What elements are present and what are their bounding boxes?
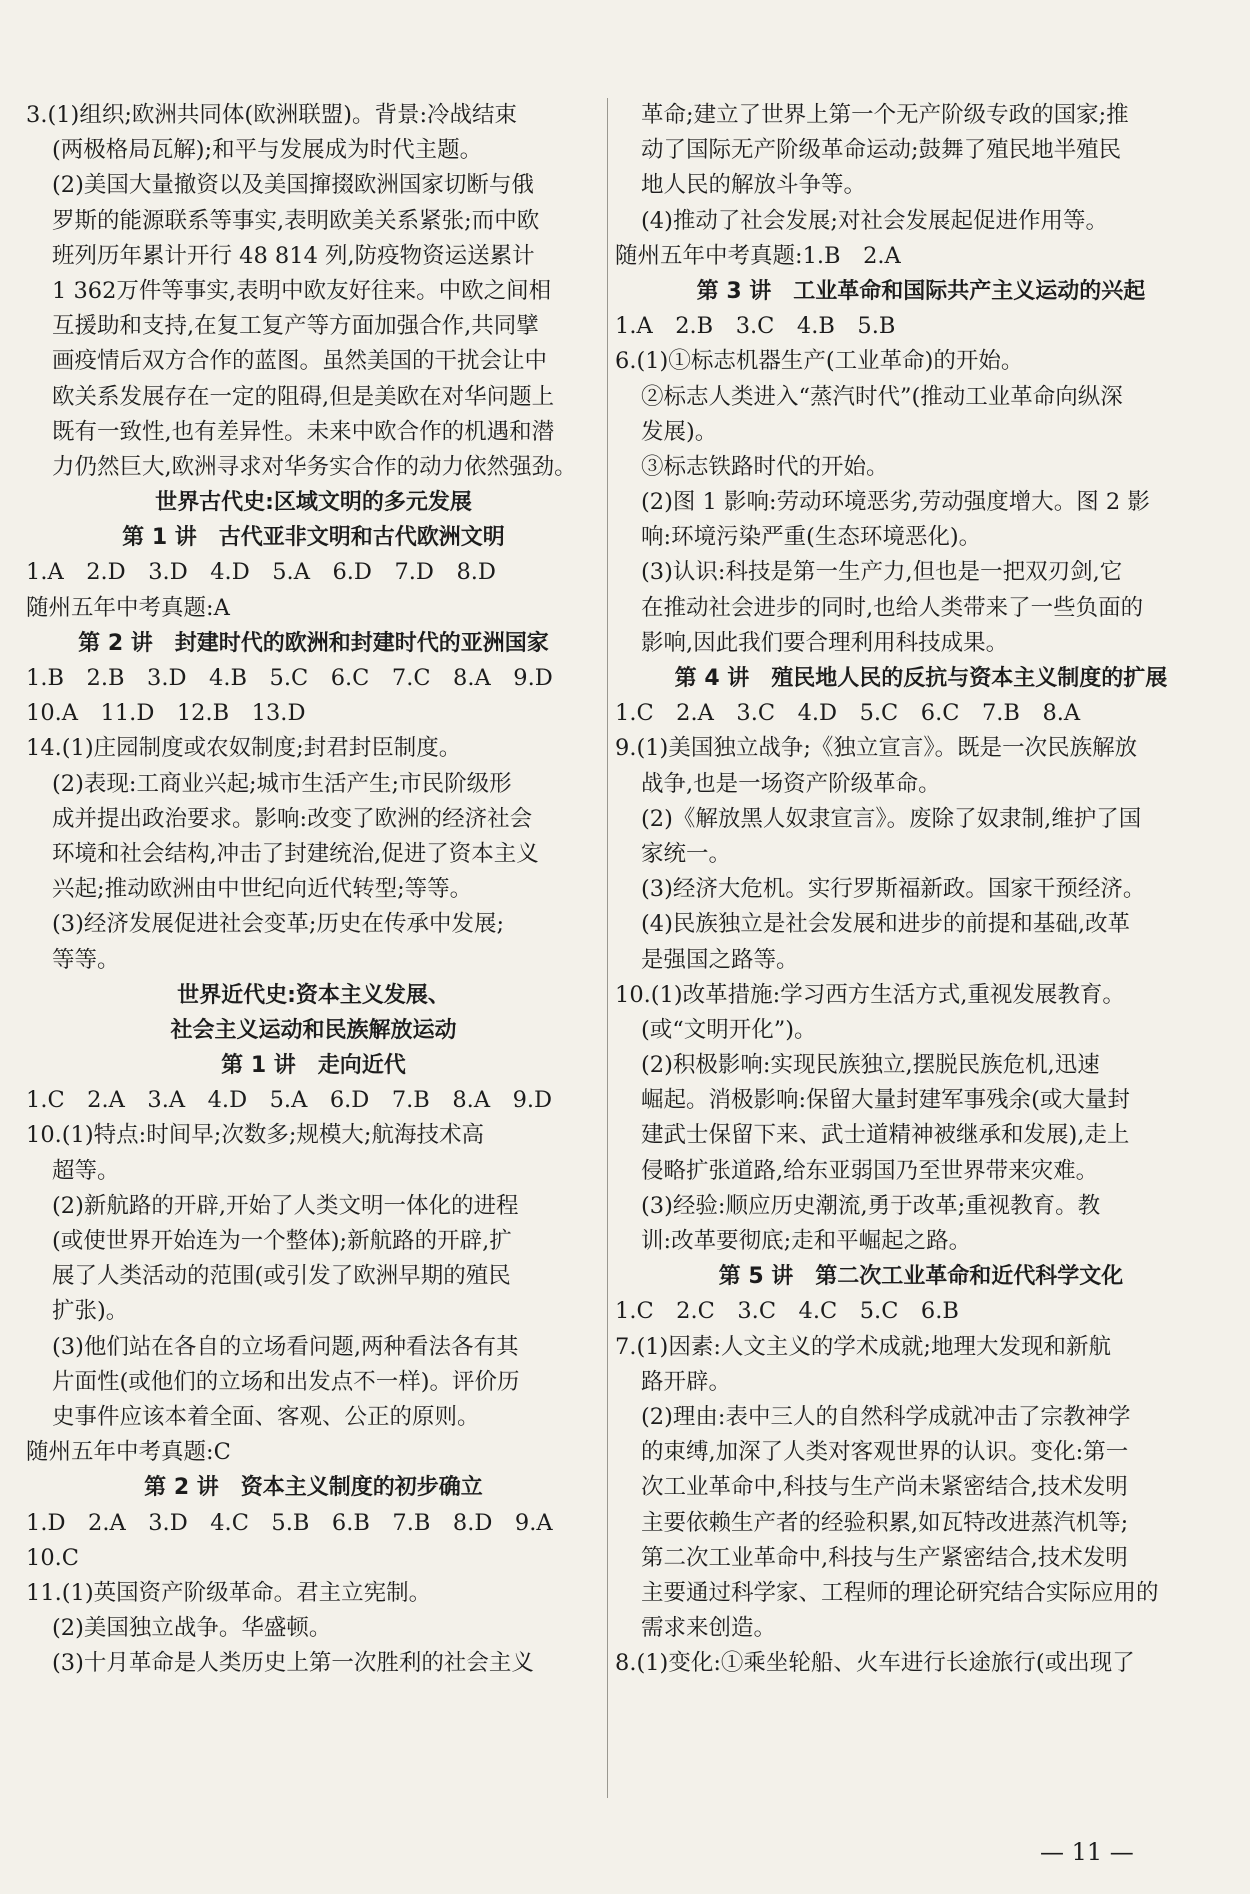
text-line: 10.(1)特点:时间早;次数多;规模大;航海技术高 — [26, 1122, 484, 1149]
text-line: (2)积极影响:实现民族独立,摆脱民族危机,迅速 — [641, 1052, 1100, 1079]
text-line: 发展)。 — [641, 418, 718, 445]
text-line: 战争,也是一场资产阶级革命。 — [641, 770, 941, 797]
text-line: 3.(1)组织;欧洲共同体(欧洲联盟)。背景:冷战结束 — [26, 102, 518, 128]
page-number: — 11 — — [1040, 1838, 1134, 1866]
text-line: 主要通过科学家、工程师的理论研究结合实际应用的 — [641, 1579, 1159, 1606]
text-line: (3)经济发展促进社会变革;历史在传承中发展; — [52, 911, 505, 938]
text-line: (两极格局瓦解);和平与发展成为时代主题。 — [52, 137, 483, 164]
text-line: 1 362万件等事实,表明中欧友好往来。中欧之间相 — [52, 277, 552, 304]
text-line: 11.(1)英国资产阶级革命。君主立宪制。 — [26, 1579, 432, 1606]
text-line: 响:环境污染严重(生态环境恶化)。 — [641, 524, 982, 551]
text-line: (2)新航路的开辟,开始了人类文明一体化的进程 — [52, 1192, 519, 1219]
answer-line: 1.C 2.A 3.A 4.D 5.A 6.D 7.B 8.A 9.D — [26, 1087, 553, 1114]
lesson-heading: 第 1 讲 走向近代 — [221, 1053, 406, 1079]
lesson-heading: 第 5 讲 第二次工业革命和近代科学文化 — [718, 1264, 1124, 1290]
text-line: 随州五年中考真题:A — [26, 594, 230, 621]
text-line: 是强国之路等。 — [641, 946, 799, 973]
text-line: 片面性(或他们的立场和出发点不一样)。评价历 — [52, 1368, 520, 1395]
text-line: 史事件应该本着全面、客观、公正的原则。 — [52, 1403, 480, 1430]
answer-line: 10.A 11.D 12.B 13.D — [26, 700, 306, 727]
text-line: (2)美国独立战争。华盛顿。 — [52, 1615, 332, 1642]
text-line: 兴起;推动欧洲由中世纪向近代转型;等等。 — [52, 876, 473, 903]
section-heading: 世界近代史:资本主义发展、 — [177, 982, 450, 1008]
text-line: 崛起。消极影响:保留大量封建军事残余(或大量封 — [641, 1087, 1130, 1114]
text-line: 超等。 — [52, 1157, 120, 1184]
text-line: (4)民族独立是社会发展和进步的前提和基础,改革 — [641, 911, 1131, 938]
lesson-heading: 第 2 讲 封建时代的欧洲和封建时代的亚洲国家 — [78, 630, 549, 656]
text-line: (3)经验:顺应历史潮流,勇于改革;重视教育。教 — [641, 1192, 1101, 1219]
answer-line: 1.D 2.A 3.D 4.C 5.B 6.B 7.B 8.D 9.A — [26, 1509, 553, 1536]
text-line: 10.(1)改革措施:学习西方生活方式,重视发展教育。 — [615, 981, 1125, 1008]
text-line: 在推动社会进步的同时,也给人类带来了一些负面的 — [641, 594, 1144, 621]
text-line: 家统一。 — [641, 840, 732, 867]
text-line: 第二次工业革命中,科技与生产紧密结合,技术发明 — [641, 1544, 1128, 1571]
text-line: 侵略扩张道路,给东亚弱国乃至世界带来灾难。 — [641, 1157, 1099, 1184]
text-line: ②标志人类进入“蒸汽时代”(推动工业革命向纵深 — [641, 383, 1123, 410]
text-line: 力仍然巨大,欧洲寻求对华务实合作的动力依然强劲。 — [52, 453, 577, 480]
lesson-heading: 第 1 讲 古代亚非文明和古代欧洲文明 — [122, 525, 505, 551]
text-line: 的束缚,加深了人类对客观世界的认识。变化:第一 — [641, 1439, 1129, 1466]
text-line: 6.(1)①标志机器生产(工业革命)的开始。 — [615, 348, 1024, 375]
text-line: 等等。 — [52, 946, 120, 973]
text-line: 动了国际无产阶级革命运动;鼓舞了殖民地半殖民 — [641, 137, 1122, 164]
section-heading: 世界古代史:区域文明的多元发展 — [155, 490, 472, 516]
text-line: 随州五年中考真题:C — [26, 1439, 231, 1466]
text-line: 欧关系发展存在一定的阻碍,但是美欧在对华问题上 — [52, 383, 555, 410]
text-line: 成并提出政治要求。影响:改变了欧洲的经济社会 — [52, 805, 533, 832]
text-line: 7.(1)因素:人文主义的学术成就;地理大发现和新航 — [615, 1333, 1112, 1360]
text-line: (2)《解放黑人奴隶宣言》。废除了奴隶制,维护了国 — [641, 805, 1142, 832]
left-column — [26, 98, 601, 1681]
text-line: ③标志铁路时代的开始。 — [641, 453, 889, 480]
text-line: (3)经济大危机。实行罗斯福新政。国家干预经济。 — [641, 876, 1146, 903]
text-line: 需求来创造。 — [641, 1615, 777, 1642]
text-line: 训:改革要彻底;走和平崛起之路。 — [641, 1228, 972, 1254]
text-line: (或使世界开始连为一个整体);新航路的开辟,扩 — [52, 1228, 512, 1254]
answer-line: 1.C 2.C 3.C 4.C 5.C 6.B — [615, 1298, 959, 1325]
column-divider — [607, 98, 608, 1798]
text-line: 互援助和支持,在复工复产等方面加强合作,共同擘 — [52, 313, 539, 340]
text-line: 9.(1)美国独立战争;《独立宣言》。既是一次民族解放 — [615, 735, 1138, 762]
text-line: (3)他们站在各自的立场看问题,两种看法各有其 — [52, 1333, 519, 1360]
text-line: 既有一致性,也有差异性。未来中欧合作的机遇和潜 — [52, 418, 555, 445]
text-line: 罗斯的能源联系等事实,表明欧美关系紧张;而中欧 — [52, 207, 540, 234]
text-line: 次工业革命中,科技与生产尚未紧密结合,技术发明 — [641, 1474, 1128, 1501]
lesson-heading: 第 3 讲 工业革命和国际共产主义运动的兴起 — [696, 278, 1146, 304]
lesson-heading: 第 2 讲 资本主义制度的初步确立 — [144, 1475, 483, 1501]
text-line: 扩张)。 — [52, 1298, 129, 1325]
text-line: 环境和社会结构,冲击了封建统治,促进了资本主义 — [52, 840, 539, 867]
text-line: 路开辟。 — [641, 1368, 732, 1395]
text-line: (4)推动了社会发展;对社会发展起促进作用等。 — [641, 207, 1108, 234]
answer-line: 1.A 2.B 3.C 4.B 5.B — [615, 313, 896, 340]
text-line: (3)十月革命是人类历史上第一次胜利的社会主义 — [52, 1650, 534, 1677]
text-line: 影响,因此我们要合理利用科技成果。 — [641, 629, 1009, 656]
text-line: (2)图 1 影响:劳动环境恶劣,劳动强度增大。图 2 影 — [641, 489, 1150, 516]
answer-line: 1.A 2.D 3.D 4.D 5.A 6.D 7.D 8.D — [26, 559, 496, 586]
lesson-heading: 第 4 讲 殖民地人民的反抗与资本主义制度的扩展 — [674, 666, 1168, 691]
answer-line: 1.C 2.A 3.C 4.D 5.C 6.C 7.B 8.A — [615, 700, 1081, 727]
text-line: (3)认识:科技是第一生产力,但也是一把双刃剑,它 — [641, 559, 1123, 586]
text-line: 主要依赖生产者的经验积累,如瓦特改进蒸汽机等; — [641, 1509, 1129, 1536]
text-line: (2)表现:工商业兴起;城市生活产生;市民阶级形 — [52, 770, 512, 797]
section-heading: 社会主义运动和民族解放运动 — [170, 1017, 457, 1043]
text-line: 班列历年累计开行 48 814 列,防疫物资运送累计 — [52, 242, 535, 269]
text-line: 14.(1)庄园制度或农奴制度;封君封臣制度。 — [26, 735, 462, 762]
answer-line: 10.C — [26, 1544, 79, 1571]
text-line: 革命;建立了世界上第一个无产阶级专政的国家;推 — [641, 102, 1129, 128]
text-line: (2)理由:表中三人的自然科学成就冲击了宗教神学 — [641, 1403, 1131, 1430]
right-column — [615, 98, 1227, 1681]
text-line: 展了人类活动的范围(或引发了欧洲早期的殖民 — [52, 1263, 511, 1290]
text-line: (或“文明开化”)。 — [641, 1016, 817, 1043]
text-line: 8.(1)变化:①乘坐轮船、火车进行长途旅行(或出现了 — [615, 1650, 1135, 1677]
text-line: 建武士保留下来、武士道精神被继承和发展),走上 — [641, 1122, 1130, 1149]
text-line: 画疫情后双方合作的蓝图。虽然美国的干扰会让中 — [52, 348, 548, 375]
text-line: 随州五年中考真题:1.B 2.A — [615, 242, 901, 269]
answer-line: 1.B 2.B 3.D 4.B 5.C 6.C 7.C 8.A 9.D — [26, 665, 553, 691]
text-line: (2)美国大量撤资以及美国撺掇欧洲国家切断与俄 — [52, 172, 534, 199]
text-line: 地人民的解放斗争等。 — [641, 172, 867, 199]
